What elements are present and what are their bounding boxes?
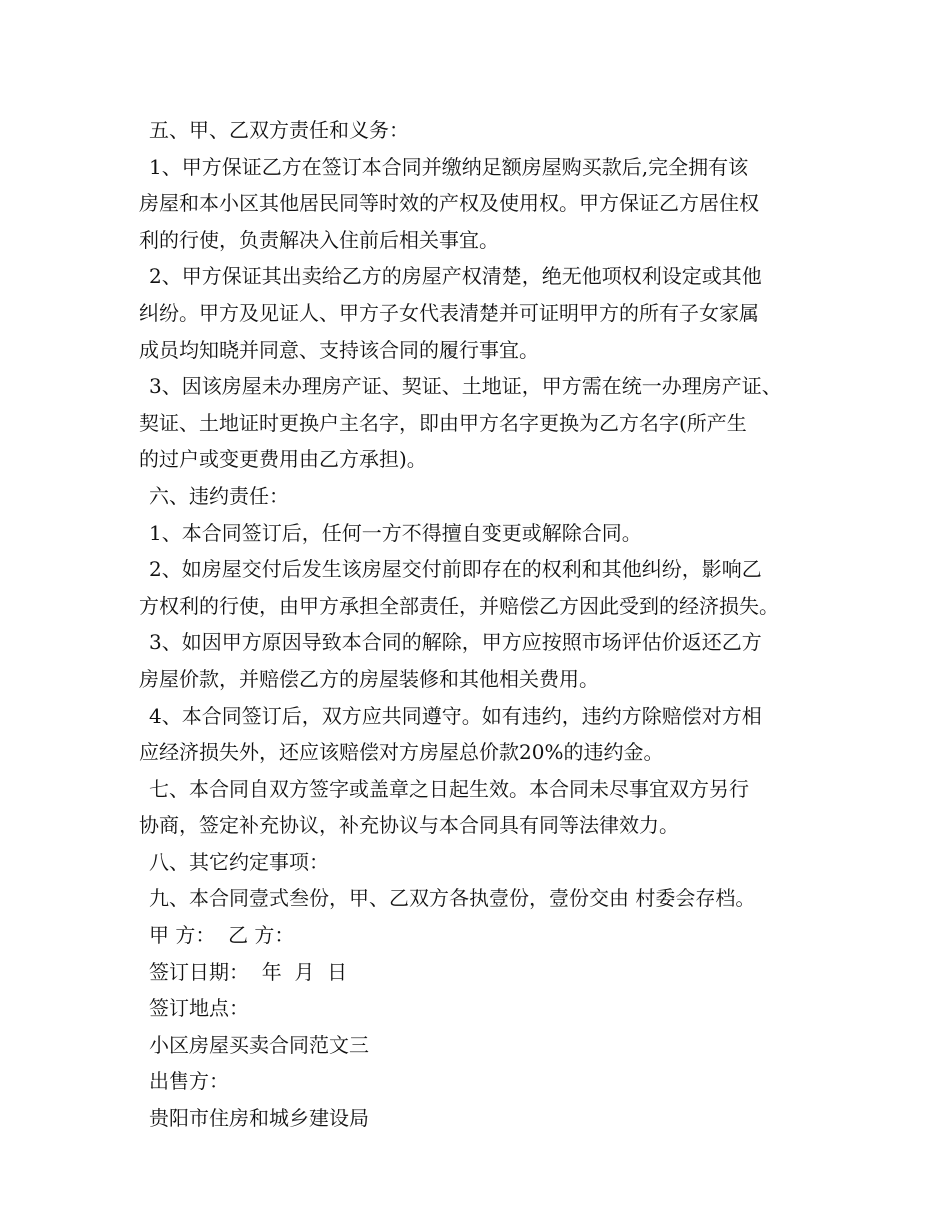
clause-6-2-line-2: 方权利的行使，由甲方承担全部责任，并赔偿乙方因此受到的经济损失。 — [139, 593, 779, 618]
section-heading-responsibilities: 五、甲、乙双方责任和义务： — [149, 118, 409, 142]
section-9-copies: 九、本合同壹式叁份，甲、乙双方各执壹份，壹份交由 村委会存档。 — [149, 886, 756, 911]
clause-6-1: 1、本合同签订后，任何一方不得擅自变更或解除合同。 — [149, 520, 642, 545]
clause-5-2-line-1: 2、甲方保证其出卖给乙方的房屋产权清楚，绝无他项权利设定或其他 — [149, 264, 762, 289]
clause-6-3-line-2: 房屋价款，并赔偿乙方的房屋装修和其他相关费用。 — [139, 666, 599, 691]
sample-title: 小区房屋买卖合同范文三 — [149, 1032, 369, 1057]
clause-5-1-line-2: 房屋和本小区其他居民同等时效的产权及使用权。甲方保证乙方居住权 — [139, 191, 759, 216]
signature-parties: 甲 方： 乙 方： — [149, 923, 295, 948]
clause-5-3-line-1: 3、因该房屋未办理房产证、契证、土地证，甲方需在统一办理房产证、 — [149, 374, 782, 399]
clause-6-2-line-1: 2、如房屋交付后发生该房屋交付前即存在的权利和其他纠纷，影响乙 — [149, 557, 762, 582]
section-heading-breach: 六、违约责任： — [149, 483, 289, 508]
signing-place: 签订地点： — [149, 996, 249, 1021]
seller-label: 出售方： — [149, 1069, 229, 1094]
clause-5-1-line-3: 利的行使，负责解决入住前后相关事宜。 — [139, 227, 499, 252]
clause-6-4-line-2: 应经济损失外，还应该赔偿对方房屋总价款20%的违约金。 — [139, 740, 664, 765]
clause-5-2-line-3: 成员均知晓并同意、支持该合同的履行事宜。 — [139, 337, 539, 362]
signing-date: 签订日期： 年 月 日 — [149, 959, 348, 984]
clause-5-3-line-2: 契证、土地证时更换户主名字，即由甲方名字更换为乙方名字(所产生 — [139, 410, 747, 435]
clause-5-1-line-1: 1、甲方保证乙方在签订本合同并缴纳足额房屋购买款后,完全拥有该 — [149, 154, 749, 179]
clause-6-3-line-1: 3、如因甲方原因导致本合同的解除，甲方应按照市场评估价返还乙方 — [149, 630, 762, 655]
clause-5-3-line-3: 的过户或变更费用由乙方承担)。 — [139, 447, 427, 472]
clause-5-2-line-2: 纠纷。甲方及见证人、甲方子女代表清楚并可证明甲方的所有子女家属 — [139, 300, 759, 325]
section-7-line-2: 协商，签定补充协议，补充协议与本合同具有同等法律效力。 — [139, 813, 679, 838]
section-7-line-1: 七、本合同自双方签字或盖章之日起生效。本合同未尽事宜双方另行 — [149, 776, 749, 801]
seller-name: 贵阳市住房和城乡建设局 — [149, 1106, 369, 1131]
section-heading-other-terms: 八、其它约定事项： — [149, 849, 329, 874]
clause-6-4-line-1: 4、本合同签订后，双方应共同遵守。如有违约，违约方除赔偿对方相 — [149, 703, 762, 728]
document-body — [139, 112, 829, 1137]
